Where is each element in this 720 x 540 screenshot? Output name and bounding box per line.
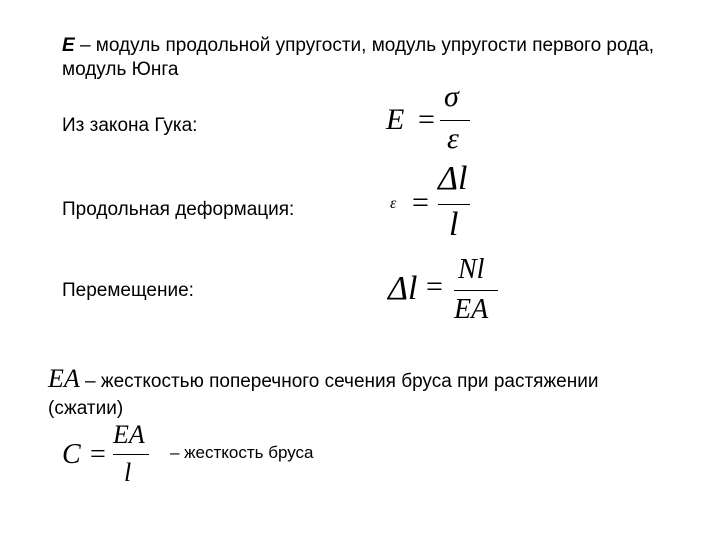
- bar-stiffness-equals: =: [90, 439, 106, 470]
- displacement-fraction-line: [454, 290, 498, 291]
- strain-lhs: ε: [390, 195, 397, 212]
- hooke-numerator: σ: [444, 80, 459, 113]
- displacement-equals: =: [426, 270, 443, 303]
- displacement-lhs: Δl: [388, 270, 418, 307]
- intro-symbol: E: [62, 35, 75, 56]
- strain-equals: =: [412, 186, 429, 219]
- hooke-fraction-line: [440, 120, 470, 121]
- displacement-denominator: EA: [454, 294, 489, 325]
- displacement-numerator: Nl: [458, 254, 485, 285]
- intro-text: – модуль продольной упругости, модуль упругости первого рода, модуль Юнга: [62, 35, 655, 80]
- strain-denominator: l: [449, 206, 459, 243]
- bar-stiffness-text: – жесткость бруса: [170, 443, 314, 462]
- strain-fraction-line: [438, 204, 470, 205]
- strain-label: Продольная деформация:: [62, 199, 295, 220]
- strain-numerator: Δl: [438, 160, 468, 197]
- hooke-lhs: E: [386, 103, 405, 136]
- hooke-equals: =: [418, 103, 435, 136]
- hooke-denominator: ε: [447, 122, 459, 155]
- stiffness-section-symbol: EA: [48, 364, 80, 393]
- bar-stiffness-numerator: EA: [113, 420, 145, 449]
- intro-paragraph: [62, 34, 662, 82]
- bar-stiffness-lhs: C: [62, 439, 81, 470]
- bar-stiffness-denominator: l: [124, 458, 132, 487]
- displacement-label: Перемещение:: [62, 280, 194, 301]
- stiffness-section-text: – жесткостью поперечного сечения бруса при растяжении (сжатии): [48, 371, 599, 419]
- bar-stiffness-fraction-line: [113, 454, 149, 455]
- stiffness-section-paragraph: [48, 366, 668, 423]
- hooke-label: Из закона Гука:: [62, 115, 198, 136]
